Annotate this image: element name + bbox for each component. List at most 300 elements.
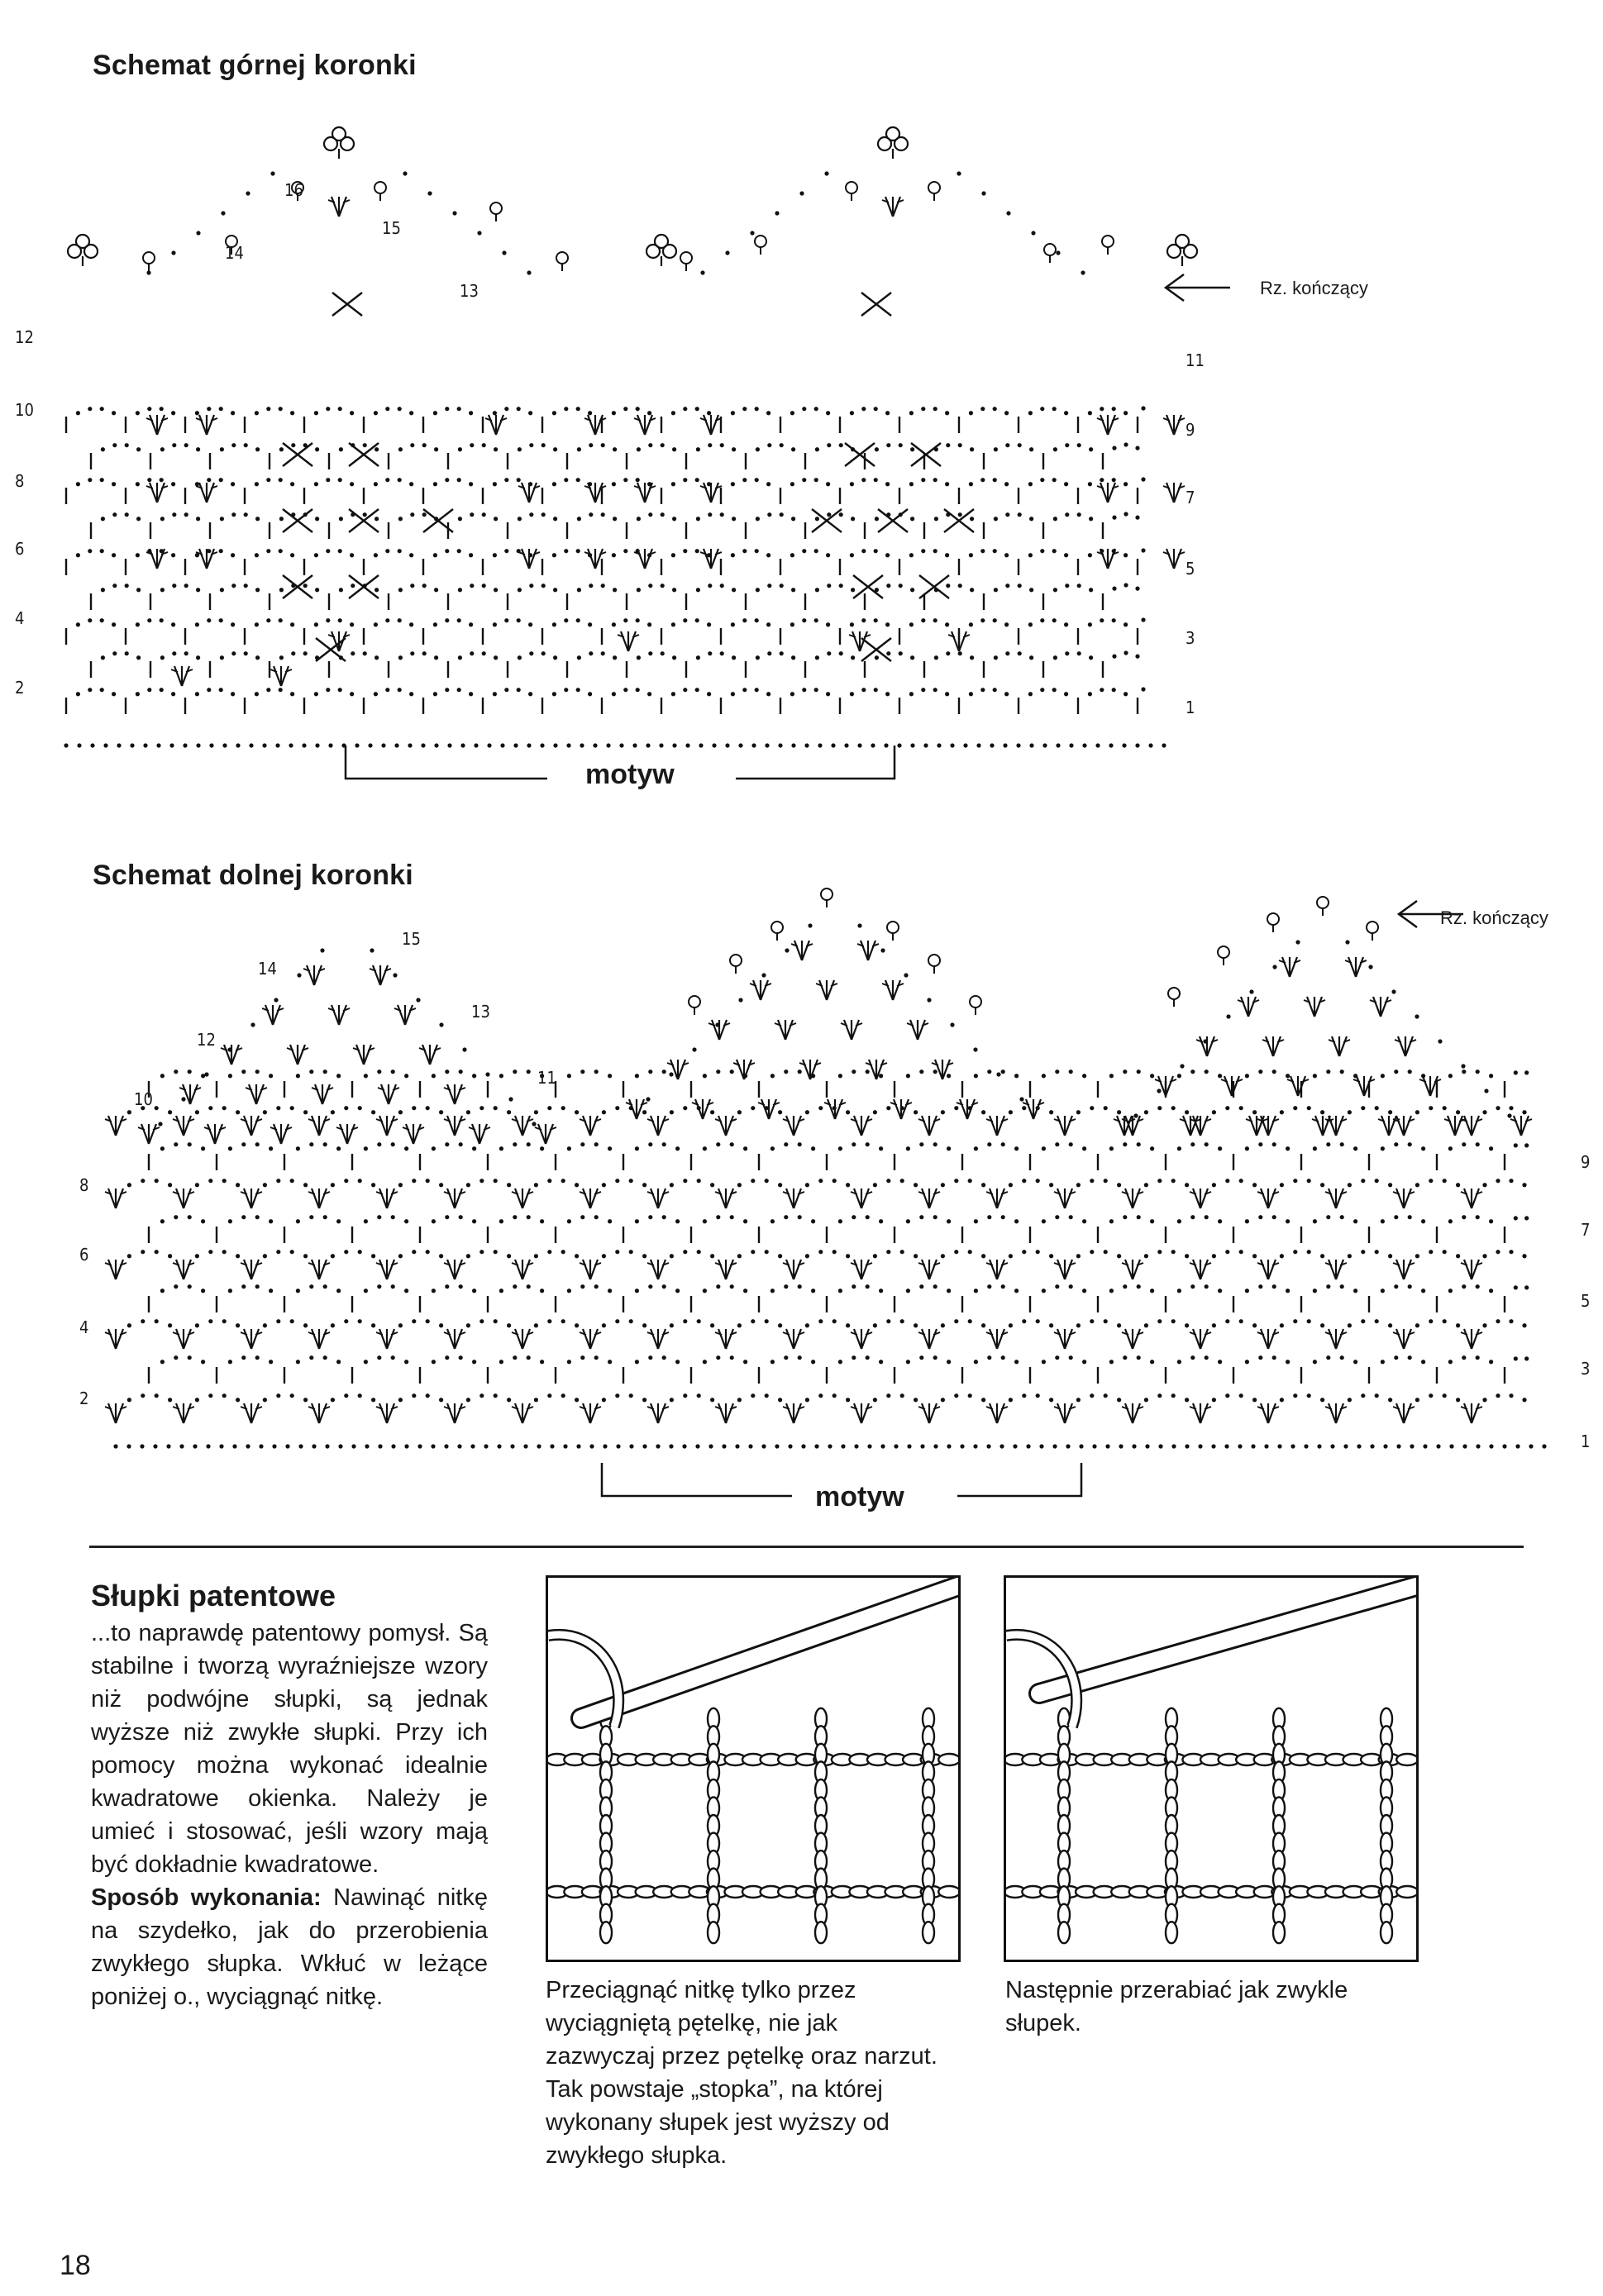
chain-stitch [946, 651, 950, 655]
chain-stitch [968, 1319, 972, 1323]
chain-stitch [974, 1074, 978, 1078]
chain-stitch [508, 1097, 513, 1101]
chain-stitch [1456, 1398, 1460, 1402]
chain-stitch [494, 1393, 498, 1398]
chain-stitch [393, 973, 397, 977]
chain-stitch [827, 443, 831, 447]
chain-stitch [1009, 1254, 1013, 1258]
chain-stitch [1082, 743, 1086, 747]
chain-stitch [682, 1444, 686, 1448]
chain-stitch [269, 1146, 273, 1150]
chain-stitch [493, 692, 497, 696]
chain-stitch [528, 692, 532, 696]
v-stitch [444, 1188, 465, 1208]
chain-stitch [547, 1393, 551, 1398]
trefoil-picot [878, 127, 908, 159]
chain-stitch [866, 1355, 870, 1360]
chain-stitch [720, 651, 724, 655]
chain-stitch [636, 688, 640, 692]
chain-stitch [208, 1106, 212, 1110]
chain-stitch [263, 1398, 267, 1402]
chain-stitch [710, 1398, 714, 1402]
chain-stitch [1245, 1074, 1249, 1078]
chain-stitch [808, 923, 812, 927]
chain-stitch [580, 1069, 584, 1074]
chain-stitch [1076, 1110, 1081, 1114]
v-stitch [907, 1020, 928, 1040]
chain-stitch [499, 1360, 503, 1364]
chain-stitch [755, 478, 759, 482]
chain-stitch [540, 1360, 544, 1364]
chain-stitch [879, 1074, 883, 1078]
chain-stitch [344, 1179, 348, 1183]
chain-stitch [100, 618, 104, 622]
chain-stitch [981, 1254, 985, 1258]
chain-stitch [576, 407, 580, 411]
chain-stitch [169, 743, 174, 747]
chain-stitch [697, 1319, 701, 1323]
chain-stitch [780, 651, 784, 655]
chain-stitch [371, 1254, 375, 1258]
chain-stitch [751, 1179, 755, 1183]
upper-row-number: 6 [15, 539, 25, 559]
chain-stitch [1307, 1179, 1311, 1183]
chain-stitch [1137, 1142, 1141, 1146]
chain-stitch [866, 1215, 870, 1219]
chain-stitch [899, 584, 903, 588]
chain-stitch [594, 1142, 599, 1146]
v-stitch [444, 1403, 465, 1423]
v-stitch [179, 1084, 201, 1104]
chain-stitch [601, 651, 605, 655]
chain-stitch [850, 482, 854, 486]
v-stitch [146, 415, 168, 435]
chain-stitch [445, 618, 449, 622]
chain-stitch [410, 584, 414, 588]
chain-stitch [231, 512, 236, 517]
chain-stitch [326, 618, 330, 622]
v-stitch [105, 1403, 126, 1423]
chain-stitch [236, 1254, 240, 1258]
chain-stitch [398, 588, 403, 592]
chain-stitch [529, 443, 533, 447]
chain-stitch [222, 743, 227, 747]
chain-stitch [255, 1142, 260, 1146]
illustration-caption-2: Następnie przerabiać jak zwykle słupek. [1005, 1977, 1348, 2036]
chain-stitch [850, 411, 854, 415]
chain-stitch [852, 1355, 856, 1360]
chain-stitch [513, 1142, 517, 1146]
v-stitch [986, 1260, 1008, 1279]
chain-stitch [716, 1355, 720, 1360]
chain-stitch [241, 1142, 246, 1146]
chain-stitch [279, 478, 283, 482]
v-stitch [1122, 1329, 1143, 1349]
cross-stitch [919, 575, 949, 598]
chain-stitch [255, 411, 259, 415]
chain-stitch [671, 692, 675, 696]
chain-stitch [1009, 1398, 1013, 1402]
chain-stitch [296, 1360, 300, 1364]
chain-stitch [351, 651, 355, 655]
chain-stitch [303, 1323, 308, 1327]
chain-stitch [125, 651, 129, 655]
cross-stitch [911, 443, 941, 466]
chain-stitch [833, 1393, 837, 1398]
chain-stitch [1524, 1070, 1529, 1074]
chain-stitch [784, 1284, 788, 1289]
chain-stitch [1482, 1254, 1486, 1258]
cross-stitch [845, 443, 875, 466]
chain-stitch [1052, 688, 1057, 692]
chain-stitch [255, 482, 259, 486]
chain-stitch [857, 923, 861, 927]
chain-stitch [826, 622, 830, 626]
chain-stitch [885, 622, 890, 626]
lower-row-number: 8 [79, 1175, 89, 1195]
chain-stitch [1001, 1142, 1005, 1146]
chain-stitch [552, 692, 556, 696]
chain-stitch [635, 1289, 639, 1293]
chain-stitch [846, 1183, 850, 1187]
chain-stitch [88, 407, 92, 411]
chain-stitch [1313, 1074, 1317, 1078]
v-stitch [851, 1329, 872, 1349]
chain-stitch [561, 1179, 565, 1183]
chain-stitch [608, 1289, 612, 1293]
chain-stitch [661, 443, 665, 447]
v-stitch [353, 1045, 375, 1065]
chain-stitch [1509, 1319, 1513, 1323]
chain-stitch [1353, 1289, 1357, 1293]
cross-stitch [853, 575, 883, 598]
chain-stitch [484, 1444, 488, 1448]
chain-stitch [1031, 231, 1035, 235]
chain-stitch [838, 1219, 842, 1223]
chain-stitch [272, 1444, 276, 1448]
v-stitch [866, 1060, 887, 1079]
chain-stitch [1137, 1215, 1141, 1219]
chain-stitch [974, 1219, 978, 1223]
chain-stitch [1112, 618, 1116, 622]
chain-stitch [1212, 1323, 1216, 1327]
chain-stitch [1496, 1106, 1500, 1110]
v-stitch [750, 980, 771, 1000]
v-stitch [146, 483, 168, 503]
chain-stitch [472, 1219, 476, 1223]
chain-stitch [1252, 1254, 1257, 1258]
chain-stitch [1514, 1356, 1518, 1360]
chain-stitch [241, 1284, 246, 1289]
chain-stitch [886, 651, 890, 655]
chain-stitch [802, 478, 806, 482]
chain-stitch [112, 512, 117, 517]
chain-stitch [672, 517, 676, 521]
upper-row-number: 13 [460, 281, 479, 301]
chain-stitch [805, 1254, 809, 1258]
chain-stitch [244, 443, 248, 447]
chain-stitch [1286, 1074, 1290, 1078]
chain-stitch [1077, 512, 1081, 517]
chain-stitch [730, 1355, 734, 1360]
crochet-hook-icon [1039, 1586, 1416, 1693]
chain-stitch [685, 743, 689, 747]
chain-stitch [784, 1142, 788, 1146]
chain-stitch [683, 1179, 687, 1183]
chain-stitch [615, 1393, 619, 1398]
chain-stitch [906, 1360, 910, 1364]
chain-stitch [126, 1444, 131, 1448]
chain-stitch [1009, 1323, 1013, 1327]
chain-stitch [499, 1074, 503, 1078]
chain-stitch [683, 618, 687, 622]
chain-stitch [981, 1398, 985, 1402]
chain-stitch [1304, 1444, 1308, 1448]
chain-stitch [255, 1355, 260, 1360]
chain-stitch [1280, 1254, 1284, 1258]
chain-stitch [547, 1250, 551, 1254]
chain-stitch [1109, 1360, 1114, 1364]
v-stitch [444, 1084, 465, 1104]
chain-stitch [201, 1360, 205, 1364]
chain-stitch [824, 171, 828, 175]
chain-stitch [646, 1097, 650, 1101]
chain-stitch [160, 407, 164, 411]
v-stitch [370, 965, 391, 985]
chain-stitch [1117, 1183, 1121, 1187]
chain-stitch [954, 1179, 958, 1183]
chain-stitch [141, 1319, 145, 1323]
chain-stitch [445, 1142, 449, 1146]
chain-stitch [469, 553, 473, 557]
chain-stitch [404, 1289, 408, 1293]
chain-stitch [289, 743, 293, 747]
lower-row-number: 11 [537, 1068, 556, 1088]
chain-stitch [1320, 1254, 1324, 1258]
chain-stitch [708, 584, 712, 588]
chain-link [1396, 1754, 1416, 1765]
chain-stitch [1320, 1323, 1324, 1327]
chain-stitch [1408, 1215, 1412, 1219]
v-stitch [841, 1020, 862, 1040]
chain-stitch [1109, 1146, 1114, 1150]
v-stitch [1097, 415, 1119, 435]
chain-stitch [493, 553, 497, 557]
chain-stitch [914, 1254, 918, 1258]
chain-stitch [814, 478, 818, 482]
chain-stitch [276, 1393, 280, 1398]
chain-stitch [518, 517, 522, 521]
chain-stitch [602, 1323, 606, 1327]
chain-stitch [432, 1146, 436, 1150]
chain-stitch [1042, 1146, 1046, 1150]
chain-stitch [547, 1106, 551, 1110]
chain-stitch [375, 588, 379, 592]
chain-stitch [999, 1444, 1004, 1448]
chain-stitch [231, 553, 235, 557]
chain-stitch [731, 622, 735, 626]
chain-stitch [1251, 1444, 1255, 1448]
chain-stitch [1112, 516, 1116, 520]
chain-stitch [1348, 1183, 1352, 1187]
chain-stitch [790, 553, 794, 557]
chain-stitch [479, 1250, 484, 1254]
chain-stitch [720, 584, 724, 588]
chain-stitch [1326, 1284, 1330, 1289]
chain-stitch [1112, 407, 1116, 411]
chain-stitch [947, 1360, 951, 1364]
chain-stitch [241, 1215, 246, 1219]
v-stitch [518, 483, 540, 503]
chain-stitch [88, 688, 92, 692]
v-stitch [1329, 1036, 1350, 1056]
chain-stitch [841, 1444, 845, 1448]
chain-stitch [885, 411, 890, 415]
chain-stitch [125, 443, 129, 447]
chain-stitch [445, 478, 449, 482]
chain-stitch [290, 411, 294, 415]
v-stitch [241, 1403, 262, 1423]
chain-stitch [315, 447, 319, 451]
picot [846, 182, 857, 201]
chain-stitch [296, 1146, 300, 1150]
picot [1102, 236, 1114, 255]
chain-stitch [412, 1393, 416, 1398]
chain-stitch [350, 692, 354, 696]
chain-stitch [1190, 1215, 1195, 1219]
chain-stitch [1489, 1444, 1493, 1448]
chain-stitch [160, 688, 164, 692]
chain-stitch [575, 1398, 579, 1402]
chain-stitch [391, 1355, 395, 1360]
chain-stitch [1144, 1323, 1148, 1327]
chain-stitch [222, 1106, 227, 1110]
chain-stitch [738, 743, 742, 747]
v-stitch [783, 1116, 804, 1136]
chain-stitch [751, 743, 756, 747]
chain-stitch [567, 1074, 571, 1078]
chain-stitch [1055, 1215, 1059, 1219]
chain-stitch [619, 743, 623, 747]
chain-stitch [350, 482, 354, 486]
chain-stitch [846, 1398, 850, 1402]
v-stitch [241, 1260, 262, 1279]
chain-stitch [303, 1254, 308, 1258]
chain-stitch [527, 1069, 531, 1074]
chain-stitch [907, 1444, 911, 1448]
chain-stitch [1239, 1319, 1243, 1323]
chain-stitch [195, 1254, 199, 1258]
chain-stitch [371, 1398, 375, 1402]
chain-stitch [206, 1444, 210, 1448]
v-stitch [444, 1260, 465, 1279]
chain-stitch [527, 1284, 531, 1289]
chain-stitch [770, 1289, 775, 1293]
chain-stitch [851, 517, 855, 521]
chain-stitch [1019, 1097, 1023, 1101]
chain-stitch [160, 447, 165, 451]
chain-stitch [231, 482, 235, 486]
chain-stitch [814, 1444, 818, 1448]
chain-stitch [648, 584, 652, 588]
chain-stitch [432, 1289, 436, 1293]
chain-stitch [336, 1360, 341, 1364]
chain-stitch [276, 1250, 280, 1254]
chain-stitch [196, 743, 200, 747]
chain-stitch [909, 692, 914, 696]
chain-stitch [933, 1142, 937, 1146]
chain-stitch [517, 618, 521, 622]
v-stitch [1304, 997, 1325, 1017]
chain-stitch [900, 1250, 904, 1254]
picot [755, 236, 766, 255]
chain-stitch [987, 1355, 991, 1360]
chain-stitch [469, 482, 473, 486]
chain-stitch [100, 688, 104, 692]
chain-stitch [160, 588, 165, 592]
chain-stitch [921, 549, 925, 553]
chain-stitch [155, 1250, 159, 1254]
v-stitch [1393, 1260, 1415, 1279]
chain-stitch [919, 1142, 923, 1146]
article-title: Słupki patentowe [91, 1579, 336, 1612]
chain-stitch [1394, 1069, 1398, 1074]
chain-stitch [1421, 1219, 1425, 1223]
chain-stitch [756, 517, 760, 521]
chain-stitch [1443, 1106, 1447, 1110]
chain-stitch [285, 1444, 289, 1448]
chain-stitch [136, 622, 140, 626]
chain-stitch [838, 1289, 842, 1293]
chain-stitch [802, 407, 806, 411]
chain-stitch [909, 482, 914, 486]
chain-stitch [90, 743, 94, 747]
chain-stitch [874, 407, 878, 411]
v-stitch [715, 1116, 737, 1136]
chain-stitch [427, 191, 432, 195]
chain-stitch [950, 743, 954, 747]
chain-stitch [174, 1284, 178, 1289]
chain-stitch [1022, 1250, 1026, 1254]
chain-stitch [1415, 1014, 1419, 1018]
chain-stitch [933, 688, 937, 692]
chain-stitch [398, 407, 402, 411]
chain-stitch [112, 411, 116, 415]
chain-stitch [1022, 1106, 1026, 1110]
chain-stitch [398, 1254, 403, 1258]
chain-stitch [499, 1146, 503, 1150]
v-stitch [1393, 1329, 1415, 1349]
chain-stitch [1104, 1319, 1108, 1323]
chain-stitch [886, 443, 890, 447]
chain-stitch [1394, 1215, 1398, 1219]
chain-stitch [1361, 1250, 1365, 1254]
chain-stitch [518, 655, 522, 660]
chain-stitch [1185, 1398, 1189, 1402]
crochet-hook-icon [581, 1586, 958, 1718]
chain-stitch [561, 1319, 565, 1323]
chain-stitch [670, 1323, 674, 1327]
chain-stitch [974, 1360, 978, 1364]
chain-stitch [802, 549, 806, 553]
chain-stitch [147, 688, 151, 692]
chain-stitch [1320, 1110, 1324, 1114]
chain-stitch [1330, 1444, 1334, 1448]
chain-stitch [945, 692, 949, 696]
chain-stitch [1042, 1074, 1046, 1078]
chain-stitch [1052, 478, 1057, 482]
chain-stitch [603, 1444, 607, 1448]
